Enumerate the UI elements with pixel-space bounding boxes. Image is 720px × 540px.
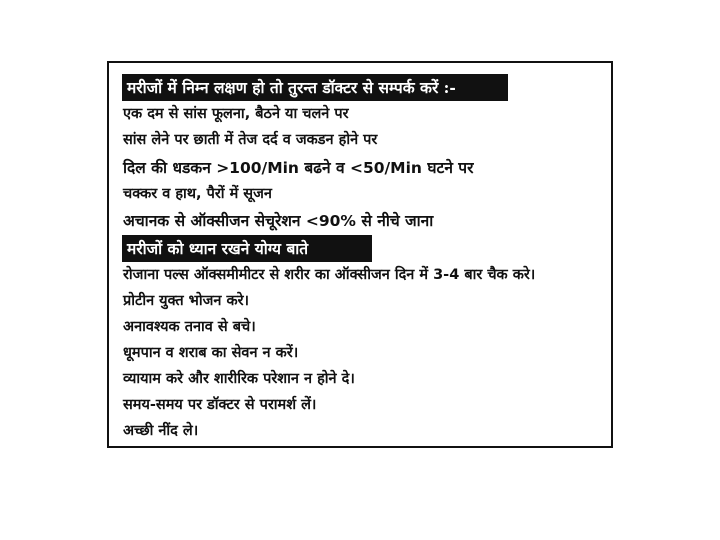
symptom-line-3: दिल की धडकन >100/Min बढने व <50/Min घटने पर <box>123 159 474 177</box>
care-line-1: रोजाना पल्स ऑक्समीमीटर से शरीर का ऑक्सीजन दिन में 3-4 बार चैक करे। <box>123 267 536 283</box>
care-header: मरीजों को ध्यान रखने योग्य बाते <box>122 235 372 262</box>
symptom-line-4: चक्कर व हाथ, पैरों में सूजन <box>123 186 272 202</box>
care-line-4: धूमपान व शराब का सेवन न करें। <box>123 345 299 361</box>
symptom-line-2: सांस लेने पर छाती में तेज दर्द व जकडन होने पर <box>123 132 378 148</box>
care-line-3: अनावश्यक तनाव से बचे। <box>123 319 256 335</box>
symptom-line-5: अचानक से ऑक्सीजन सेचूरेशन <90% से नीचे जाना <box>123 212 434 230</box>
care-line-7: अच्छी नींद ले। <box>123 423 199 439</box>
care-line-5: व्यायाम करे और शारीरिक परेशान न होने दे। <box>123 371 355 387</box>
symptoms-header: मरीजों में निम्न लक्षण हो तो तुरन्त डॉक्टर से सम्पर्क करें :- <box>122 74 508 101</box>
care-line-2: प्रोटीन युक्त भोजन करे। <box>123 293 250 309</box>
care-line-6: समय-समय पर डॉक्टर से परामर्श लें। <box>123 397 317 413</box>
symptom-line-1: एक दम से सांस फूलना, बैठने या चलने पर <box>123 106 349 122</box>
notice-box <box>107 61 613 448</box>
